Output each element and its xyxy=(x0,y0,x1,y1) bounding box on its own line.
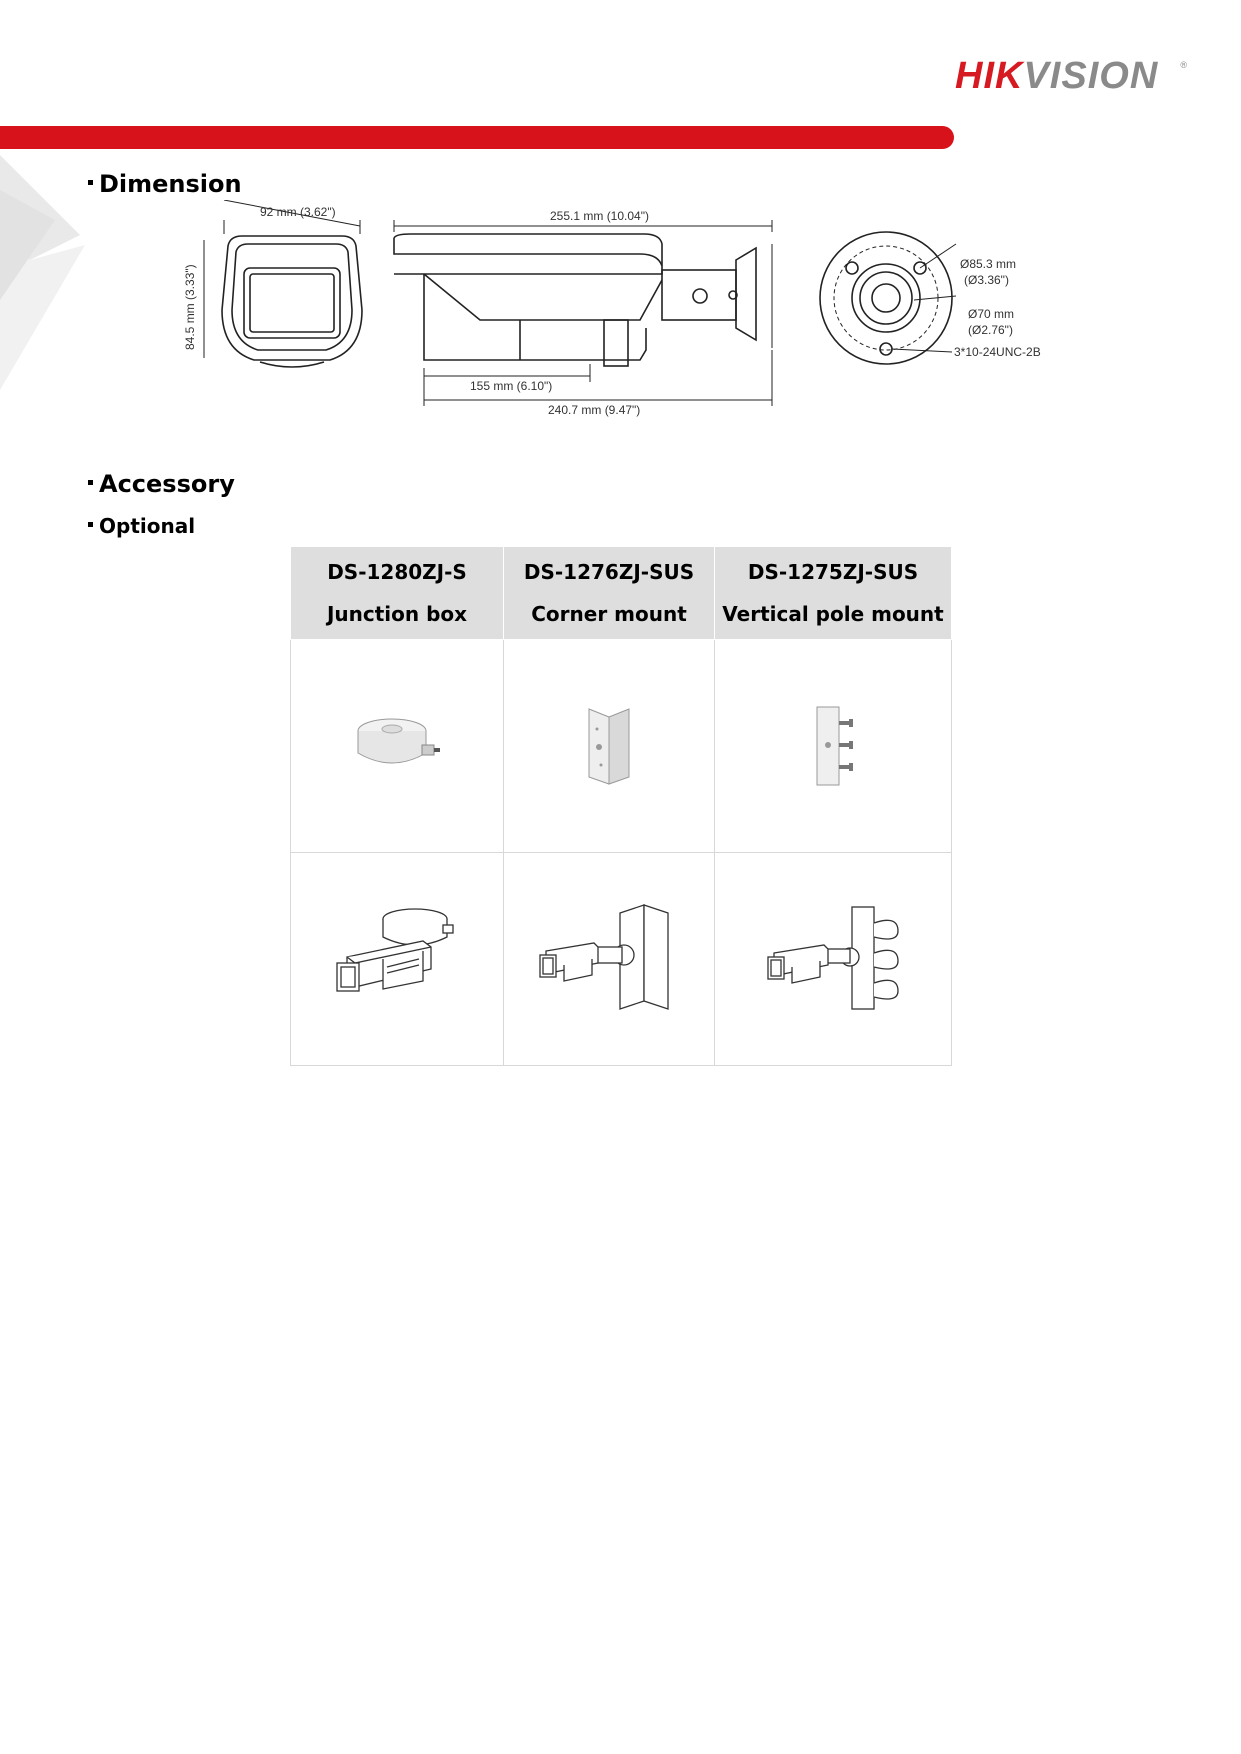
total-length-label: 255.1 mm (10.04") xyxy=(550,209,649,223)
accessory-name: Corner mount xyxy=(531,602,687,626)
bullet-icon xyxy=(88,180,93,185)
front-height-label: 84.5 mm (3.33") xyxy=(183,264,197,350)
junction-box-cell xyxy=(291,640,504,853)
corner-mount-install-cell xyxy=(504,853,715,1066)
junction-box-icon xyxy=(352,709,442,779)
corner-mount-cell xyxy=(504,640,715,853)
bullet-icon xyxy=(88,480,93,485)
camera-on-pole-mount-icon xyxy=(758,897,908,1017)
accessory-heading xyxy=(88,470,235,498)
pole-mount-install-cell xyxy=(715,853,952,1066)
accessory-title: Accessory xyxy=(99,470,235,498)
junction-box-install-cell xyxy=(291,853,504,1066)
inner-diameter-in-label: (Ø2.76") xyxy=(968,323,1013,337)
front-width-label: 92 mm (3.62") xyxy=(260,205,336,219)
dimension-drawing xyxy=(180,200,1060,425)
pole-mount-cell xyxy=(715,640,952,853)
accessory-header-row xyxy=(291,547,952,640)
accessory-header-cell xyxy=(504,547,715,640)
accessory-code: DS-1280ZJ-S xyxy=(327,560,467,584)
outer-diameter-in-label: (Ø3.36") xyxy=(964,273,1009,287)
body-length-label: 155 mm (6.10") xyxy=(470,379,553,393)
dimension-title: Dimension xyxy=(99,170,242,198)
accessory-table xyxy=(290,546,952,1066)
base-length-label: 240.7 mm (9.47") xyxy=(548,403,641,417)
accessory-header-cell xyxy=(715,547,952,640)
accessory-installed-row xyxy=(291,853,952,1066)
inner-diameter-label: Ø70 mm xyxy=(968,307,1015,321)
camera-on-corner-mount-icon xyxy=(534,897,684,1017)
optional-title: Optional xyxy=(99,514,196,538)
optional-heading xyxy=(88,514,195,538)
screw-spec-label: 3*10-24UNC-2B xyxy=(954,345,1041,359)
vertical-pole-mount-icon xyxy=(803,699,863,789)
hikvision-logo xyxy=(955,56,1185,96)
accessory-name: Junction box xyxy=(326,602,468,626)
registered-mark: ® xyxy=(1180,60,1187,70)
accessory-code: DS-1276ZJ-SUS xyxy=(523,560,695,584)
logo-hik: HIK xyxy=(955,55,1024,97)
bullet-icon xyxy=(88,522,93,527)
corner-mount-icon xyxy=(579,699,639,789)
decorative-shards-icon xyxy=(0,150,95,400)
accessory-product-row xyxy=(291,640,952,853)
logo-vision: VISION xyxy=(1023,55,1159,97)
outer-diameter-label: Ø85.3 mm xyxy=(960,257,1017,271)
accessory-header-cell xyxy=(291,547,504,640)
camera-on-junction-box-icon xyxy=(327,897,467,1017)
accessory-code: DS-1275ZJ-SUS xyxy=(747,560,919,584)
accessory-name: Vertical pole mount xyxy=(722,602,944,626)
header-red-bar xyxy=(0,126,954,149)
dimension-heading xyxy=(88,170,242,198)
